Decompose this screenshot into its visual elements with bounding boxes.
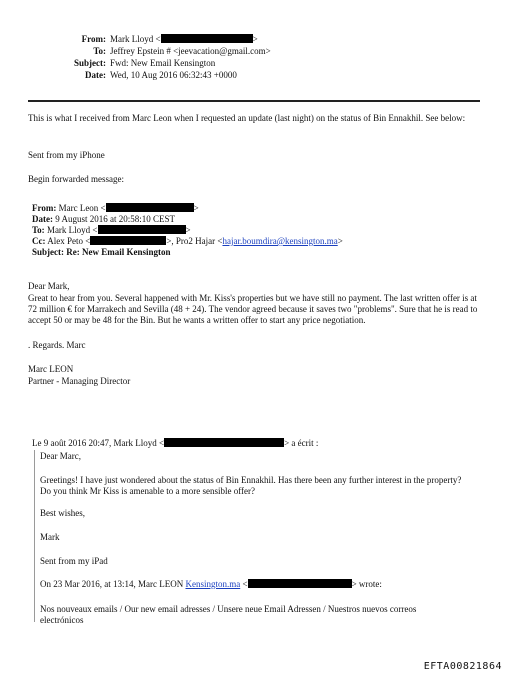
quoted-greeting: Dear Marc, — [40, 451, 81, 461]
redaction-bar — [164, 438, 284, 447]
fwd-from-value: Marc Leon < — [56, 203, 106, 213]
fwd-cc-mid: >, Pro2 Hajar < — [166, 236, 223, 246]
body-regards: . Regards. Marc — [28, 340, 86, 350]
fwd-date-label: Date: — [32, 214, 53, 224]
fwd-subject-value: Re: New Email Kensington — [64, 247, 171, 257]
redaction-bar — [161, 34, 253, 43]
header-to-label: To: — [93, 46, 106, 56]
forwarded-header — [32, 203, 452, 258]
header-divider — [28, 100, 480, 102]
quoted-name: Mark — [40, 532, 60, 542]
fwd-from-label: From: — [32, 203, 57, 213]
header-from-text: Mark Lloyd < — [110, 34, 161, 44]
fwd-cc-value: Alex Peto < — [45, 236, 91, 246]
new-emails-line: Nos nouveaux emails / Our new email adresses / Unsere neue Email Adressen / Nuestros nuevos correos electrónicos — [40, 604, 417, 625]
sent-from-iphone: Sent from my iPhone — [28, 150, 105, 160]
header-subject-value: Fwd: New Email Kensington — [110, 58, 216, 68]
sent-from-ipad: Sent from my iPad — [40, 556, 108, 566]
body-paragraph: Great to hear from you. Several happened with Mr. Kiss's properties but we have still no payment. The last written offer is at 72 million € for Marrakech and Sevilla (48 + 24). The vendor agreed because it saves two "problems". Sure that he is read to accept 50 or may be 48 for the Bin. But he wants a written offer to start any price negotiation. — [28, 293, 478, 325]
signature-name: Marc LEON — [28, 364, 74, 374]
header-to-row — [28, 46, 328, 58]
header-date-label: Date: — [85, 70, 106, 80]
header-date-value: Wed, 10 Aug 2016 06:32:43 +0000 — [110, 70, 237, 80]
quoted-on-start: On 23 Mar 2016, at 13:14, Marc LEON — [40, 579, 186, 589]
header-to-value: Jeffrey Epstein # <jeevacation@gmail.com> — [110, 46, 271, 56]
document-id: EFTA00821864 — [423, 661, 502, 672]
header-date-row — [28, 70, 328, 82]
quoted-intro — [32, 438, 472, 449]
intro-text: This is what I received from Marc Leon when I requested an update (last night) on the status of Bin Ennakhil. See below: — [28, 113, 466, 123]
fwd-subject-label: Subject: — [32, 247, 64, 257]
quoted-on-line — [40, 579, 476, 590]
fwd-to-value: Mark Lloyd < — [44, 225, 98, 235]
header-subject-row — [28, 58, 328, 70]
quoted-paragraph: Greetings! I have just wondered about the status of Bin Ennakhil. Has there been any further interest in the property? Do you think Mr Kiss is amenable to a more sensible offer? — [40, 475, 462, 496]
quoted-intro-start: Le 9 août 2016 20:47, Mark Lloyd < — [32, 438, 165, 448]
quoted-intro-end: > a écrit : — [284, 438, 319, 448]
redaction-bar — [106, 203, 194, 212]
quoted-wishes: Best wishes, — [40, 508, 85, 518]
fwd-from-end: > — [193, 203, 199, 213]
fwd-to-end: > — [185, 225, 191, 235]
redaction-bar — [248, 579, 352, 588]
fwd-from-row — [32, 203, 452, 214]
kensington-link[interactable]: Kensington.ma — [185, 579, 241, 589]
fwd-to-row — [32, 225, 452, 236]
header-from-value — [110, 34, 258, 45]
quote-bar — [34, 450, 35, 622]
header-from-row — [28, 34, 328, 46]
fwd-date-value: 9 August 2016 at 20:58:10 CEST — [53, 214, 176, 224]
header-from-end: > — [252, 34, 258, 44]
signature-title: Partner - Managing Director — [28, 376, 131, 386]
quoted-on-mid: < — [240, 579, 248, 589]
header-subject-label: Subject: — [74, 58, 106, 68]
fwd-cc-end: > — [337, 236, 343, 246]
fwd-to-label: To: — [32, 225, 45, 235]
fwd-cc-label: Cc: — [32, 236, 46, 246]
quoted-on-end: > wrote: — [351, 579, 382, 589]
fwd-subject-row — [32, 247, 452, 258]
redaction-bar — [90, 236, 166, 245]
fwd-cc-email-link[interactable]: hajar.boumdira@kensington.ma — [222, 236, 338, 246]
body-greeting: Dear Mark, — [28, 281, 70, 291]
fwd-cc-row — [32, 236, 452, 247]
begin-forwarded: Begin forwarded message: — [28, 174, 124, 184]
redaction-bar — [98, 225, 186, 234]
fwd-date-row — [32, 214, 452, 225]
email-header — [28, 34, 328, 82]
header-from-label: From: — [81, 34, 106, 44]
